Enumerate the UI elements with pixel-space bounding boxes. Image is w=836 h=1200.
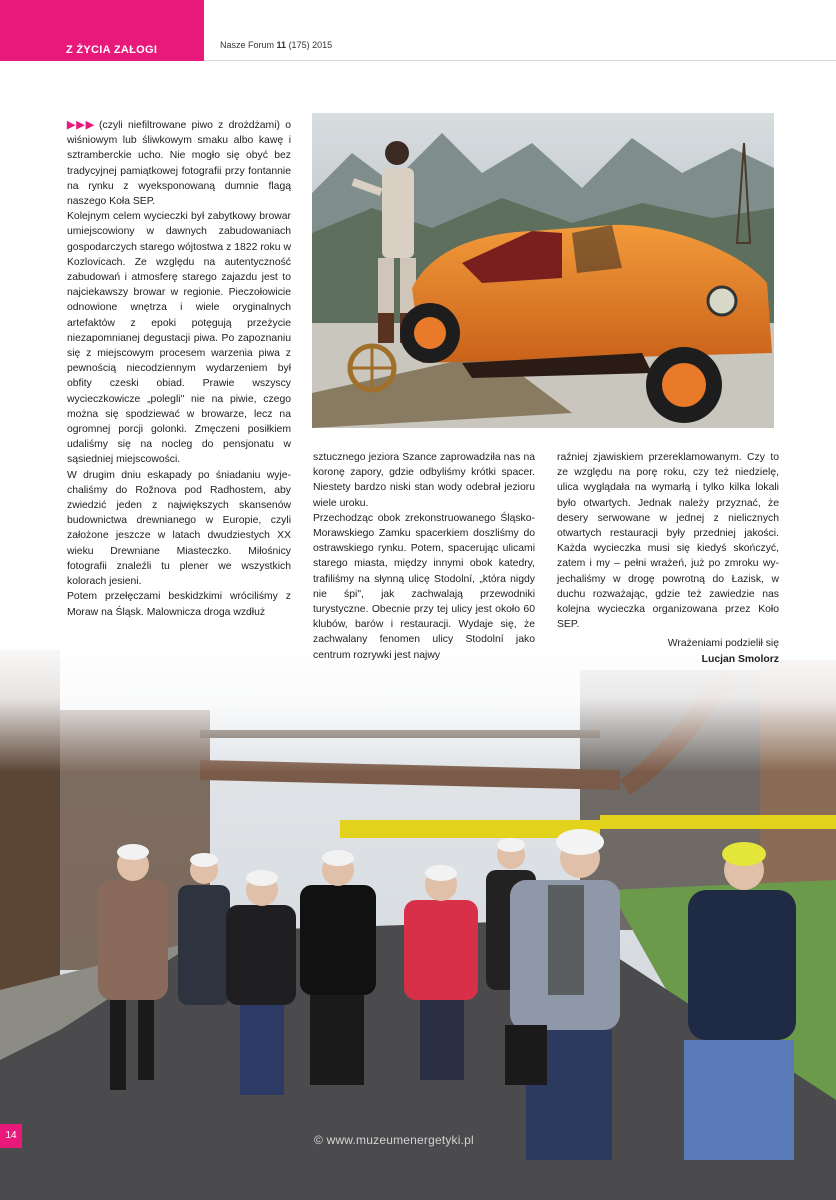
signoff-label: Wrażeniami podzielił się: [667, 638, 779, 650]
article-paragraph: raźniej zjawiskiem przereklamowanym. Czy to ze względu na porę roku, czy też niedzielę, ulica wyglądała na wymarłą i tylko kilka lokali było otwartych. Jednak należy przyznać, że desery serwowane w jednej z nielicznych otwartych restauracji były przedniej jakości. Każda wycieczka musi się kiedyś skończyć, zatem i my – pełni wrażeń, już po zmroku wyjechaliśmy w drogę powrotną do Łazisk, w duchu rozważając, gdzie też zawiedzie nas kolejna wycieczka organizowana przez Koło SEP.: [557, 452, 779, 631]
author-name: Lucjan Smolorz: [701, 653, 779, 665]
issue-info: [220, 40, 332, 50]
article-paragraph: Kolejnym celem wycieczki był zabytkowy browar umiejscowiony w dawnych zabudowaniach gospodarczych starego wójtostwa z 1822 roku w Kozlovicach. Ze względu na autentyczność zabudowań i atmosferę starego zajazdu jest to najciekawszy browar w regionie. Pieczołowicie odnowione wnętrza i wiele oryginalnych artefaktów z epoki potęgują przeżycie niezapomnianej degustacji piwa. Po zapoznaniu się z miejscowym procesem warzenia piwa z pewnością niecodziennym wydarzeniem był obfity czeski obiad. Prawie wszyscy wycieczkowicze „polegli" nie na piwie, czego można się spodziewać w browarze, lecz na ogromnej porcji golonki. Zmęczeni posiłkiem udaliśmy się na nocleg do pensjonatu w sąsiedniej miejscowości.: [67, 211, 291, 466]
section-title: Z ŻYCIA ZAŁOGI: [66, 44, 158, 56]
group-tour-photo: [0, 630, 836, 1200]
article-paragraph: Przechodząc obok zrekonstruowanego Śląsko-Morawskiego Zamku spacerkiem doszliśmy do ostrawskiego rynku. Potem, spacerując ulicami starego miasta, między innymi obok katedry, trafiliśmy na słynną ulicę Stodolní, „która nigdy nie śpi", jak zachwalają przewodniki turystyczne. Obecnie przy tej ulicy jest około 60 klubów, barów i restauracji. Wydaje się, że zachwalany fenomen ulicy Stodolní jako centrum rozrywki jest najwy: [313, 512, 535, 661]
issue-number: 11: [276, 40, 287, 50]
article-paragraph: ▶▶▶ (czyli niefiltrowane piwo z drożdżami) o wiśniowym lub śliwkowym smaku albo kawę i sztramberckie ucho. Nie mogło się obyć bez tradycyjnej pamiątkowej fotografii przy fontannie na rynku z wyeksponowaną dumnie flagą naszego Koła SEP.: [67, 120, 291, 208]
issue-year: (175) 2015: [288, 40, 333, 50]
watermark: © www.muzeumenergetyki.pl: [314, 1133, 474, 1147]
continuation-arrows-icon: ▶▶▶: [67, 120, 96, 131]
magazine-name: Nasze Forum: [220, 40, 275, 50]
header-divider: [204, 60, 836, 61]
signoff: [557, 636, 779, 666]
article-paragraph: sztucznego jeziora Szance zaprowadziła nas na koronę zapory, gdzie odbyliśmy krótki spacer. Niestety bardzo niski stan wody odebrał jezioru wiele uroku.: [313, 452, 535, 509]
group-photo-illustration: [0, 630, 836, 1200]
article-column-3: [557, 450, 779, 667]
article-paragraph: W drugim dniu eskapady po śniadaniu wyjechaliśmy do Rožnova pod Radhostem, aby zwiedzić jeden z największych skansenów budownictwa drewnianego w Europie, czyli założone jeszcze w latach dwudziestych XX wieku Drewniane Miasteczko. Miłośnicy fotografii znaleźli tu plener we wszystkich kolorach jesieni.: [67, 469, 291, 588]
article-paragraph: Potem przełęczami beskidzkimi wróciliśmy z Moraw na Śląsk. Malownicza droga wzdłuż: [67, 591, 291, 618]
car-photo-illustration: [312, 113, 774, 428]
page-number: 14: [0, 1124, 22, 1148]
article-column-1: [67, 118, 291, 620]
section-tab: [0, 0, 204, 61]
article-column-2: [313, 450, 535, 663]
vintage-car-photo: [312, 113, 774, 428]
